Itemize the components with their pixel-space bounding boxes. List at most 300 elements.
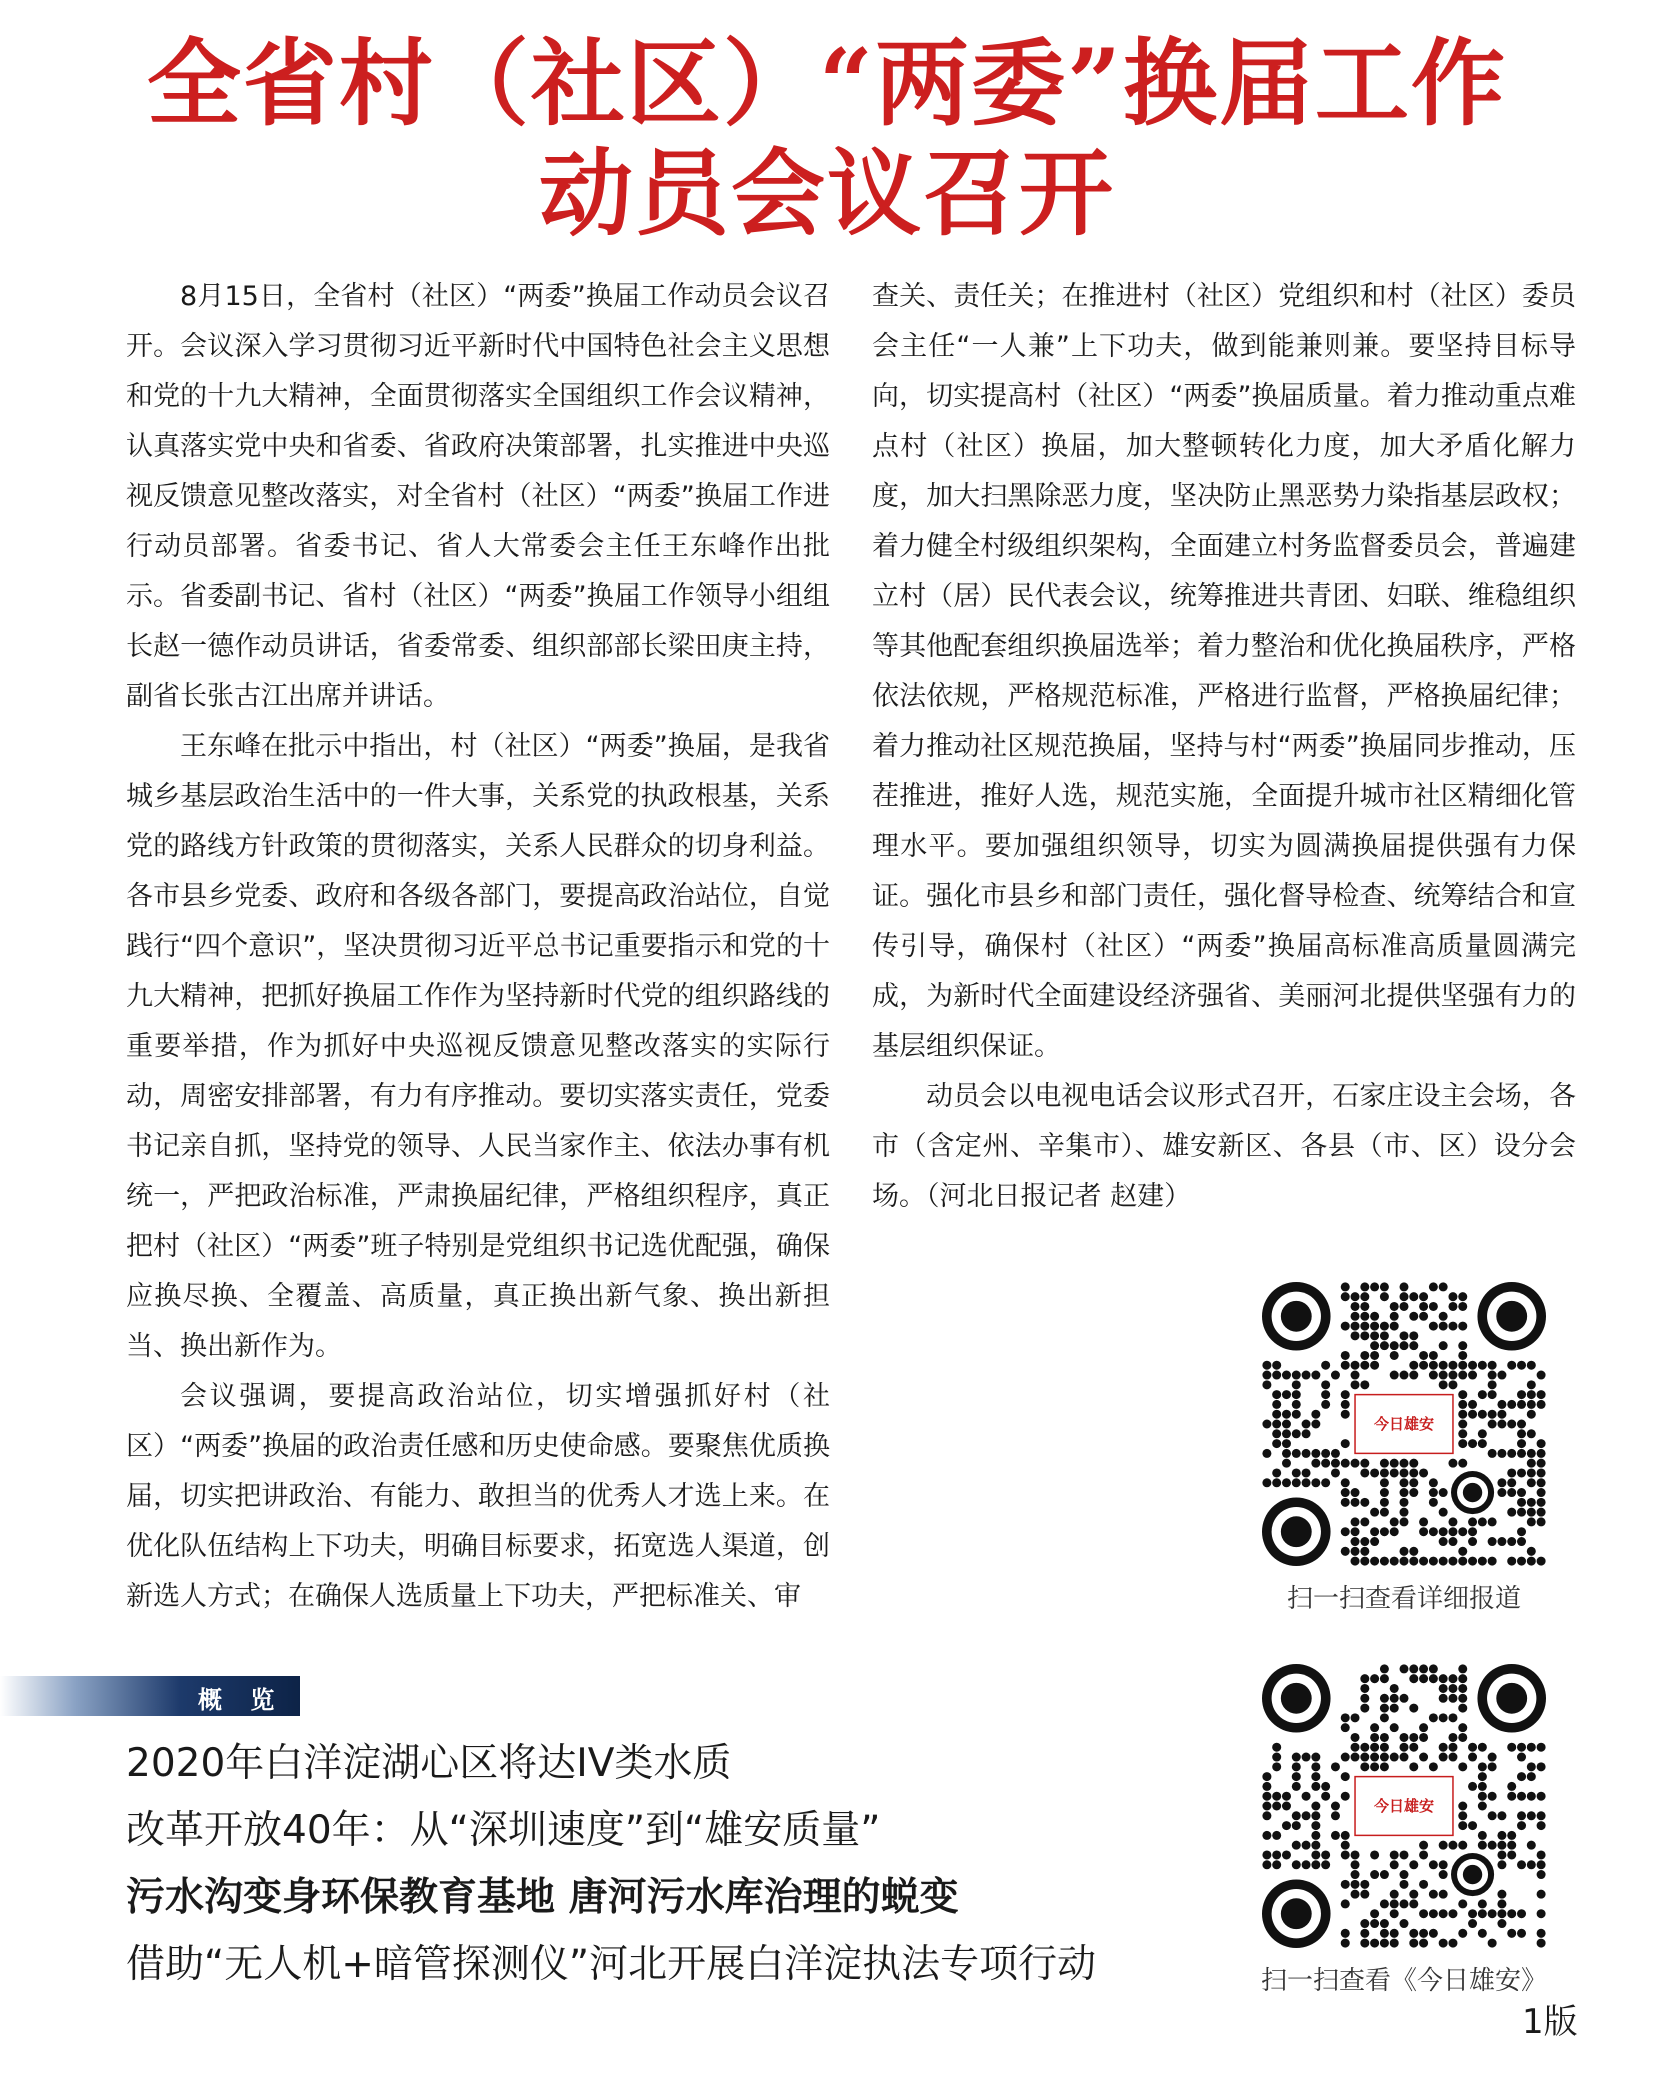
qr-module <box>1399 1880 1408 1889</box>
qr-module <box>1380 1341 1389 1350</box>
qr-module <box>1537 1468 1546 1477</box>
qr-module <box>1409 1371 1418 1380</box>
qr-module <box>1409 1929 1418 1938</box>
qr-module <box>1380 1919 1389 1928</box>
qr-module <box>1537 1508 1546 1517</box>
qr-module <box>1448 1527 1457 1536</box>
qr-module <box>1399 1478 1408 1487</box>
qr-module <box>1262 1772 1271 1781</box>
qr-module <box>1380 1762 1389 1771</box>
qr-module <box>1390 1723 1399 1732</box>
qr-module <box>1380 1322 1389 1331</box>
qr-module <box>1380 1508 1389 1517</box>
qr-module <box>1292 1410 1301 1419</box>
qr-module <box>1468 1527 1477 1536</box>
qr-module <box>1321 1782 1330 1791</box>
qr-module <box>1351 1880 1360 1889</box>
qr-module <box>1429 1478 1438 1487</box>
qr-module <box>1399 1459 1408 1468</box>
page-number: 1版 <box>1522 2002 1578 2042</box>
qr-module <box>1321 1860 1330 1869</box>
qr-module <box>1458 1674 1467 1683</box>
qr-module <box>1292 1390 1301 1399</box>
qr-module <box>1517 1429 1526 1438</box>
qr-code-newspaper[interactable] <box>1262 1664 1546 1948</box>
qr-module <box>1527 1361 1536 1370</box>
qr-module <box>1399 1341 1408 1350</box>
qr-module <box>1409 1312 1418 1321</box>
qr-module <box>1537 1870 1546 1879</box>
qr-module <box>1517 1929 1526 1938</box>
qr-module <box>1448 1753 1457 1762</box>
qr-module <box>1497 1831 1506 1840</box>
qr-module <box>1360 1684 1369 1693</box>
qr-module <box>1331 1468 1340 1477</box>
qr-module <box>1292 1429 1301 1438</box>
qr-module <box>1527 1811 1536 1820</box>
qr-module <box>1370 1674 1379 1683</box>
qr-module <box>1321 1459 1330 1468</box>
qr-module <box>1409 1704 1418 1713</box>
qr-module <box>1321 1390 1330 1399</box>
qr-module <box>1390 1860 1399 1869</box>
qr-module <box>1360 1302 1369 1311</box>
qr-module <box>1448 1939 1457 1948</box>
qr-module <box>1390 1341 1399 1350</box>
qr-module <box>1292 1772 1301 1781</box>
qr-module <box>1380 1929 1389 1938</box>
qr-module <box>1527 1517 1536 1526</box>
qr-module <box>1282 1850 1291 1859</box>
qr-module <box>1262 1478 1271 1487</box>
qr-module <box>1488 1361 1497 1370</box>
qr-module <box>1478 1429 1487 1438</box>
qr-module <box>1419 1361 1428 1370</box>
article-paragraph: 王东峰在批示中指出，村（社区）“两委”换届，是我省城乡基层政治生活中的一件大事，关系党的执政根基，关系党的路线方针政策的贯彻落实，关系人民群众的切身利益。各市县乡党委、政府和各级各部门，要提高政治站位，自觉践行“四个意识”，坚决贯彻习近平总书记重要指示和党的十九大精神，把抓好换届工作作为坚持新时代党的组织路线的重要举措，作为抓好中央巡视反馈意见整改落实的实际行动，周密安排部署，有力有序推动。要切实落实责任，党委书记亲自抓，坚持党的领导、人民当家作主、依法办事有机统一，严把政治标准，严肃换届纪律，严格组织程序，真正把村（社区）“两委”班子特别是党组织书记选优配强，确保应换尽换、全覆盖、高质量，真正换出新气象、换出新担当、换出新作为。 <box>126 731 830 1362</box>
qr-module <box>1399 1331 1408 1340</box>
qr-module <box>1419 1468 1428 1477</box>
qr-module <box>1380 1713 1389 1722</box>
qr-module <box>1409 1860 1418 1869</box>
qr-module <box>1429 1762 1438 1771</box>
qr-module <box>1262 1860 1271 1869</box>
qr-module <box>1341 1753 1350 1762</box>
qr-module <box>1272 1361 1281 1370</box>
qr-module <box>1458 1557 1467 1566</box>
qr-module <box>1448 1694 1457 1703</box>
qr-module <box>1439 1371 1448 1380</box>
qr-module <box>1292 1371 1301 1380</box>
qr-module <box>1468 1537 1477 1546</box>
qr-module <box>1351 1498 1360 1507</box>
qr-module <box>1380 1292 1389 1301</box>
qr-module <box>1439 1753 1448 1762</box>
qr-module <box>1507 1478 1516 1487</box>
qr-module <box>1468 1909 1477 1918</box>
qr-module <box>1537 1939 1546 1948</box>
qr-module <box>1360 1939 1369 1948</box>
qr-module <box>1439 1527 1448 1536</box>
qr-module <box>1370 1723 1379 1732</box>
qr-module <box>1537 1557 1546 1566</box>
qr-module <box>1458 1527 1467 1536</box>
qr-module <box>1262 1361 1271 1370</box>
qr-module <box>1380 1468 1389 1477</box>
qr-module <box>1262 1831 1271 1840</box>
qr-module <box>1341 1792 1350 1801</box>
overview-item[interactable]: 污水沟变身环保教育基地 唐河污水库治理的蜕变 <box>126 1875 959 1920</box>
qr-module <box>1458 1390 1467 1399</box>
qr-module <box>1468 1821 1477 1830</box>
qr-module <box>1429 1860 1438 1869</box>
qr-module <box>1458 1899 1467 1908</box>
qr-module <box>1478 1929 1487 1938</box>
qr-module <box>1458 1762 1467 1771</box>
qr-module <box>1497 1400 1506 1409</box>
qr-module <box>1360 1351 1369 1360</box>
qr-module <box>1282 1390 1291 1399</box>
qr-module <box>1360 1331 1369 1340</box>
qr-module <box>1380 1664 1389 1673</box>
qr-module <box>1399 1743 1408 1752</box>
qr-module <box>1380 1527 1389 1536</box>
qr-module <box>1527 1557 1536 1566</box>
qr-module <box>1488 1380 1497 1389</box>
qr-module <box>1439 1694 1448 1703</box>
qr-module <box>1488 1909 1497 1918</box>
qr-module <box>1399 1292 1408 1301</box>
qr-module <box>1370 1850 1379 1859</box>
qr-module <box>1292 1782 1301 1791</box>
qr-module <box>1497 1537 1506 1546</box>
qr-module <box>1439 1860 1448 1869</box>
qr-module <box>1370 1909 1379 1918</box>
qr-module <box>1390 1322 1399 1331</box>
qr-module <box>1399 1498 1408 1507</box>
qr-module <box>1458 1694 1467 1703</box>
qr-module <box>1262 1811 1271 1820</box>
qr-module <box>1537 1821 1546 1830</box>
qr-module <box>1458 1439 1467 1448</box>
qr-module <box>1282 1459 1291 1468</box>
qr-module <box>1497 1410 1506 1419</box>
qr-module <box>1458 1733 1467 1742</box>
qr-module <box>1497 1909 1506 1918</box>
qr-module <box>1419 1909 1428 1918</box>
qr-module <box>1537 1498 1546 1507</box>
qr-module <box>1370 1322 1379 1331</box>
qr-module <box>1458 1361 1467 1370</box>
qr-module <box>1468 1753 1477 1762</box>
qr-module <box>1439 1743 1448 1752</box>
qr-module <box>1370 1870 1379 1879</box>
qr-module <box>1302 1792 1311 1801</box>
qr-module <box>1380 1478 1389 1487</box>
qr-module <box>1448 1371 1457 1380</box>
qr-module <box>1458 1292 1467 1301</box>
qr-module <box>1311 1762 1320 1771</box>
qr-module <box>1272 1390 1281 1399</box>
qr-module <box>1448 1684 1457 1693</box>
qr-module <box>1302 1371 1311 1380</box>
qr-module <box>1351 1517 1360 1526</box>
qr-module <box>1478 1517 1487 1526</box>
qr-module <box>1272 1419 1281 1428</box>
qr-module <box>1478 1792 1487 1801</box>
qr-module <box>1429 1282 1438 1291</box>
qr-module <box>1292 1841 1301 1850</box>
qr-module <box>1517 1753 1526 1762</box>
qr-module <box>1272 1792 1281 1801</box>
qr-module <box>1448 1743 1457 1752</box>
qr-module <box>1321 1449 1330 1458</box>
qr-block-report <box>1254 1282 1554 1615</box>
qr-module <box>1360 1468 1369 1477</box>
qr-module <box>1360 1890 1369 1899</box>
qr-module <box>1419 1753 1428 1762</box>
qr-module <box>1517 1537 1526 1546</box>
qr-finder-pattern <box>1281 1683 1312 1714</box>
qr-module <box>1458 1302 1467 1311</box>
qr-module <box>1302 1860 1311 1869</box>
qr-module <box>1448 1733 1457 1742</box>
overview-item[interactable]: 2020年白洋淀湖心区将达IV类水质 <box>126 1741 732 1786</box>
qr-module <box>1380 1694 1389 1703</box>
qr-module <box>1409 1361 1418 1370</box>
qr-module <box>1370 1733 1379 1742</box>
qr-module <box>1517 1772 1526 1781</box>
qr-module <box>1341 1400 1350 1409</box>
qr-module <box>1497 1811 1506 1820</box>
overview-item[interactable]: 改革开放40年：从“深圳速度”到“雄安质量” <box>126 1808 881 1853</box>
qr-module <box>1448 1302 1457 1311</box>
qr-module <box>1262 1419 1271 1428</box>
overview-item[interactable]: 借助“无人机+暗管探测仪”河北开展白洋淀执法专项行动 <box>126 1942 1097 1987</box>
qr-module <box>1497 1419 1506 1428</box>
qr-module <box>1370 1939 1379 1948</box>
qr-module <box>1370 1919 1379 1928</box>
qr-module <box>1370 1762 1379 1771</box>
qr-module <box>1507 1929 1516 1938</box>
qr-module <box>1507 1557 1516 1566</box>
qr-module <box>1302 1753 1311 1762</box>
qr-module <box>1390 1459 1399 1468</box>
qr-module <box>1409 1547 1418 1556</box>
qr-module <box>1537 1488 1546 1497</box>
qr-module <box>1380 1459 1389 1468</box>
qr-module <box>1380 1870 1389 1879</box>
qr-module <box>1370 1753 1379 1762</box>
qr-module <box>1527 1792 1536 1801</box>
qr-module <box>1439 1508 1448 1517</box>
qr-module <box>1272 1762 1281 1771</box>
qr-module <box>1478 1762 1487 1771</box>
qr-module <box>1527 1468 1536 1477</box>
qr-module <box>1360 1880 1369 1889</box>
qr-module <box>1380 1557 1389 1566</box>
qr-module <box>1409 1899 1418 1908</box>
qr-module <box>1458 1371 1467 1380</box>
qr-module <box>1399 1547 1408 1556</box>
qr-module <box>1488 1811 1497 1820</box>
qr-module <box>1409 1762 1418 1771</box>
qr-module <box>1282 1821 1291 1830</box>
qr-module <box>1262 1782 1271 1791</box>
qr-module <box>1448 1841 1457 1850</box>
qr-module <box>1488 1371 1497 1380</box>
qr-module <box>1360 1674 1369 1683</box>
qr-module <box>1419 1312 1428 1321</box>
qr-code-report[interactable] <box>1262 1282 1546 1566</box>
qr-module <box>1497 1860 1506 1869</box>
qr-module <box>1488 1939 1497 1948</box>
qr-module <box>1282 1429 1291 1438</box>
qr-module <box>1380 1753 1389 1762</box>
qr-module <box>1527 1390 1536 1399</box>
qr-module <box>1390 1850 1399 1859</box>
qr-module <box>1399 1753 1408 1762</box>
qr-module <box>1458 1684 1467 1693</box>
qr-module <box>1390 1527 1399 1536</box>
qr-module <box>1478 1782 1487 1791</box>
qr-module <box>1370 1282 1379 1291</box>
qr-module <box>1311 1419 1320 1428</box>
qr-module <box>1311 1772 1320 1781</box>
qr-module <box>1380 1704 1389 1713</box>
overview-label: 概 览 <box>198 1686 285 1714</box>
qr-module <box>1429 1713 1438 1722</box>
qr-module <box>1341 1929 1350 1938</box>
qr-module <box>1399 1557 1408 1566</box>
qr-module <box>1478 1831 1487 1840</box>
qr-module <box>1380 1674 1389 1683</box>
qr-module <box>1537 1449 1546 1458</box>
qr-module <box>1478 1557 1487 1566</box>
qr-module <box>1468 1400 1477 1409</box>
qr-module <box>1262 1380 1271 1389</box>
qr-module <box>1341 1322 1350 1331</box>
qr-module <box>1409 1939 1418 1948</box>
qr-module <box>1458 1351 1467 1360</box>
qr-module <box>1311 1753 1320 1762</box>
qr-module <box>1370 1527 1379 1536</box>
qr-module <box>1399 1468 1408 1477</box>
qr-module <box>1439 1361 1448 1370</box>
qr-module <box>1439 1684 1448 1693</box>
qr-module <box>1429 1371 1438 1380</box>
qr-module <box>1468 1743 1477 1752</box>
qr-module <box>1360 1282 1369 1291</box>
qr-module <box>1517 1557 1526 1566</box>
qr-module <box>1409 1331 1418 1340</box>
qr-module <box>1537 1909 1546 1918</box>
qr-module <box>1311 1449 1320 1458</box>
qr-module <box>1302 1419 1311 1428</box>
qr-module <box>1497 1841 1506 1850</box>
qr-module <box>1409 1664 1418 1673</box>
qr-module <box>1351 1302 1360 1311</box>
qr-module <box>1517 1743 1526 1752</box>
qr-module <box>1478 1439 1487 1448</box>
qr-module <box>1497 1371 1506 1380</box>
qr-module <box>1262 1850 1271 1859</box>
qr-module <box>1331 1811 1340 1820</box>
qr-module <box>1380 1899 1389 1908</box>
qr-module <box>1409 1341 1418 1350</box>
qr-module <box>1497 1890 1506 1899</box>
qr-module <box>1497 1488 1506 1497</box>
qr-module <box>1537 1371 1546 1380</box>
qr-module <box>1341 1410 1350 1419</box>
qr-module <box>1429 1909 1438 1918</box>
qr-module <box>1497 1478 1506 1487</box>
qr-module <box>1517 1498 1526 1507</box>
qr-module <box>1399 1733 1408 1742</box>
qr-module <box>1458 1841 1467 1850</box>
qr-module <box>1370 1537 1379 1546</box>
qr-module <box>1517 1811 1526 1820</box>
qr-module <box>1390 1694 1399 1703</box>
qr-module <box>1537 1400 1546 1409</box>
qr-module <box>1282 1478 1291 1487</box>
qr-module <box>1507 1449 1516 1458</box>
qr-module <box>1282 1801 1291 1810</box>
qr-module <box>1458 1547 1467 1556</box>
qr-module <box>1341 1478 1350 1487</box>
qr-module <box>1448 1909 1457 1918</box>
qr-module <box>1302 1449 1311 1458</box>
qr-module <box>1360 1361 1369 1370</box>
qr-module <box>1351 1557 1360 1566</box>
qr-module <box>1390 1684 1399 1693</box>
qr-module <box>1429 1664 1438 1673</box>
qr-module <box>1429 1527 1438 1536</box>
qr-module <box>1360 1517 1369 1526</box>
qr-module <box>1360 1312 1369 1321</box>
qr-module <box>1351 1743 1360 1752</box>
qr-module <box>1380 1331 1389 1340</box>
qr-module <box>1458 1429 1467 1438</box>
qr-module <box>1458 1341 1467 1350</box>
qr-module <box>1419 1664 1428 1673</box>
qr-module <box>1341 1939 1350 1948</box>
qr-module <box>1351 1753 1360 1762</box>
qr-module <box>1272 1400 1281 1409</box>
qr-module <box>1351 1860 1360 1869</box>
qr-caption: 扫一扫查看《今日雄安》 <box>1260 1966 1547 1996</box>
qr-module <box>1341 1282 1350 1291</box>
qr-module <box>1380 1743 1389 1752</box>
qr-module <box>1351 1547 1360 1556</box>
qr-module <box>1488 1753 1497 1762</box>
qr-module <box>1360 1380 1369 1389</box>
qr-module <box>1458 1400 1467 1409</box>
qr-module <box>1527 1478 1536 1487</box>
qr-module <box>1468 1557 1477 1566</box>
qr-module <box>1351 1459 1360 1468</box>
qr-module <box>1370 1743 1379 1752</box>
qr-module <box>1478 1899 1487 1908</box>
qr-module <box>1537 1929 1546 1938</box>
qr-module <box>1419 1527 1428 1536</box>
qr-module <box>1272 1410 1281 1419</box>
qr-module <box>1311 1801 1320 1810</box>
qr-module <box>1351 1371 1360 1380</box>
qr-module <box>1399 1302 1408 1311</box>
qr-module <box>1419 1517 1428 1526</box>
qr-module <box>1380 1939 1389 1948</box>
qr-module <box>1360 1498 1369 1507</box>
